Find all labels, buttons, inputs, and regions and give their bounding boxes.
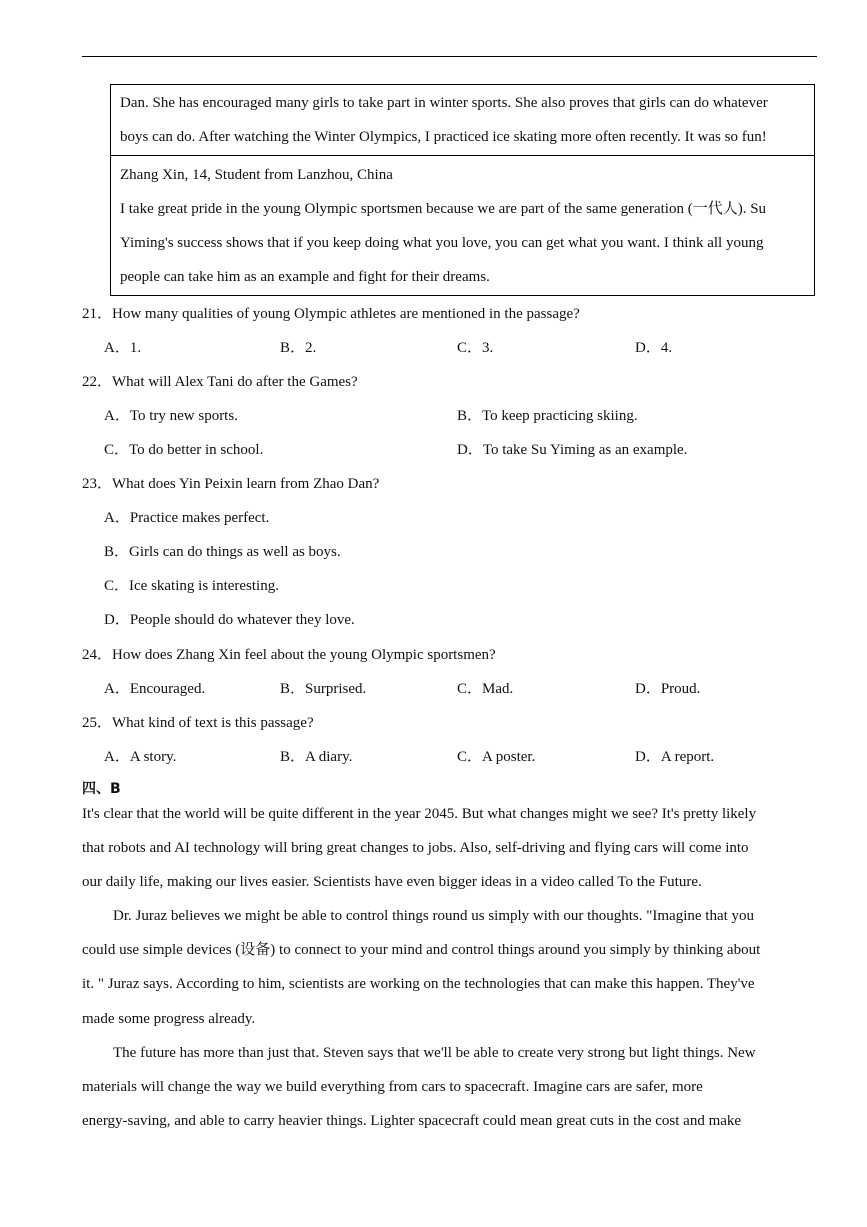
passage-line-10: energy-saving, and able to carry heavier things. Lighter spacecraft could mean great cuts in the cost and make (82, 1113, 742, 1129)
question-22: 22．What will Alex Tani do after the Games? (82, 374, 358, 390)
q24-option-b[interactable]: B．Surprised. (280, 681, 367, 697)
q25-option-a[interactable]: A．A story. (104, 749, 177, 765)
q23-option-c[interactable]: C．Ice skating is interesting. (104, 578, 279, 594)
header-rule (82, 56, 817, 57)
question-24: 24．How does Zhang Xin feel about the young Olympic sportsmen? (82, 647, 496, 663)
box1-line-1: Dan. She has encouraged many girls to take part in winter sports. She also proves that girls can do whatever (120, 95, 768, 111)
q24-option-a[interactable]: A．Encouraged. (104, 681, 206, 697)
q24-option-d[interactable]: D．Proud. (635, 681, 701, 697)
box2-author: Zhang Xin, 14, Student from Lanzhou, China (120, 167, 393, 183)
q21-option-b[interactable]: B．2. (280, 340, 317, 356)
question-25: 25．What kind of text is this passage? (82, 715, 314, 731)
passage-line-5: could use simple devices (设备) to connect to your mind and control things around you simply by thinking about (82, 942, 761, 958)
section-heading: 四、B (82, 781, 121, 797)
passage-line-6: it. " Juraz says. According to him, scientists are working on the technologies that can make this happen. They've (82, 976, 755, 992)
q21-option-a[interactable]: A．1. (104, 340, 142, 356)
passage-line-4: Dr. Juraz believes we might be able to control things round us simply with our thoughts. "Imagine that you (113, 908, 755, 924)
question-23: 23．What does Yin Peixin learn from Zhao Dan? (82, 476, 380, 492)
passage-line-3: our daily life, making our lives easier. Scientists have even bigger ideas in a video called To the Future. (82, 874, 702, 890)
q21-option-d[interactable]: D．4. (635, 340, 673, 356)
question-21: 21．How many qualities of young Olympic athletes are mentioned in the passage? (82, 306, 580, 322)
passage-line-8: The future has more than just that. Steven says that we'll be able to create very strong but light things. New (113, 1045, 756, 1061)
passage-line-2: that robots and AI technology will bring great changes to jobs. Also, self-driving and flying cars will come into (82, 840, 749, 856)
passage-line-9: materials will change the way we build everything from cars to spacecraft. Imagine cars are safer, more (82, 1079, 703, 1095)
q22-option-c[interactable]: C．To do better in school. (104, 442, 264, 458)
passage-line-1: It's clear that the world will be quite different in the year 2045. But what changes might we see? It's pretty likely (82, 806, 757, 822)
q22-option-d[interactable]: D．To take Su Yiming as an example. (457, 442, 688, 458)
q23-option-a[interactable]: A．Practice makes perfect. (104, 510, 270, 526)
q22-option-a[interactable]: A．To try new sports. (104, 408, 238, 424)
box1-line-2: boys can do. After watching the Winter Olympics, I practiced ice skating more often recently. It was so fun! (120, 129, 767, 145)
box2-line-2: Yiming's success shows that if you keep doing what you love, you can get what you want. I think all young (120, 235, 764, 251)
q25-option-b[interactable]: B．A diary. (280, 749, 353, 765)
box2-line-3: people can take him as an example and fight for their dreams. (120, 269, 490, 285)
q23-option-b[interactable]: B．Girls can do things as well as boys. (104, 544, 341, 560)
q22-option-b[interactable]: B．To keep practicing skiing. (457, 408, 638, 424)
q23-option-d[interactable]: D．People should do whatever they love. (104, 612, 355, 628)
q25-option-c[interactable]: C．A poster. (457, 749, 536, 765)
q24-option-c[interactable]: C．Mad. (457, 681, 514, 697)
q21-option-c[interactable]: C．3. (457, 340, 494, 356)
box2-line-1: I take great pride in the young Olympic sportsmen because we are part of the same generation (一代人). Su (120, 201, 767, 217)
passage-line-7: made some progress already. (82, 1011, 256, 1027)
q25-option-d[interactable]: D．A report. (635, 749, 715, 765)
